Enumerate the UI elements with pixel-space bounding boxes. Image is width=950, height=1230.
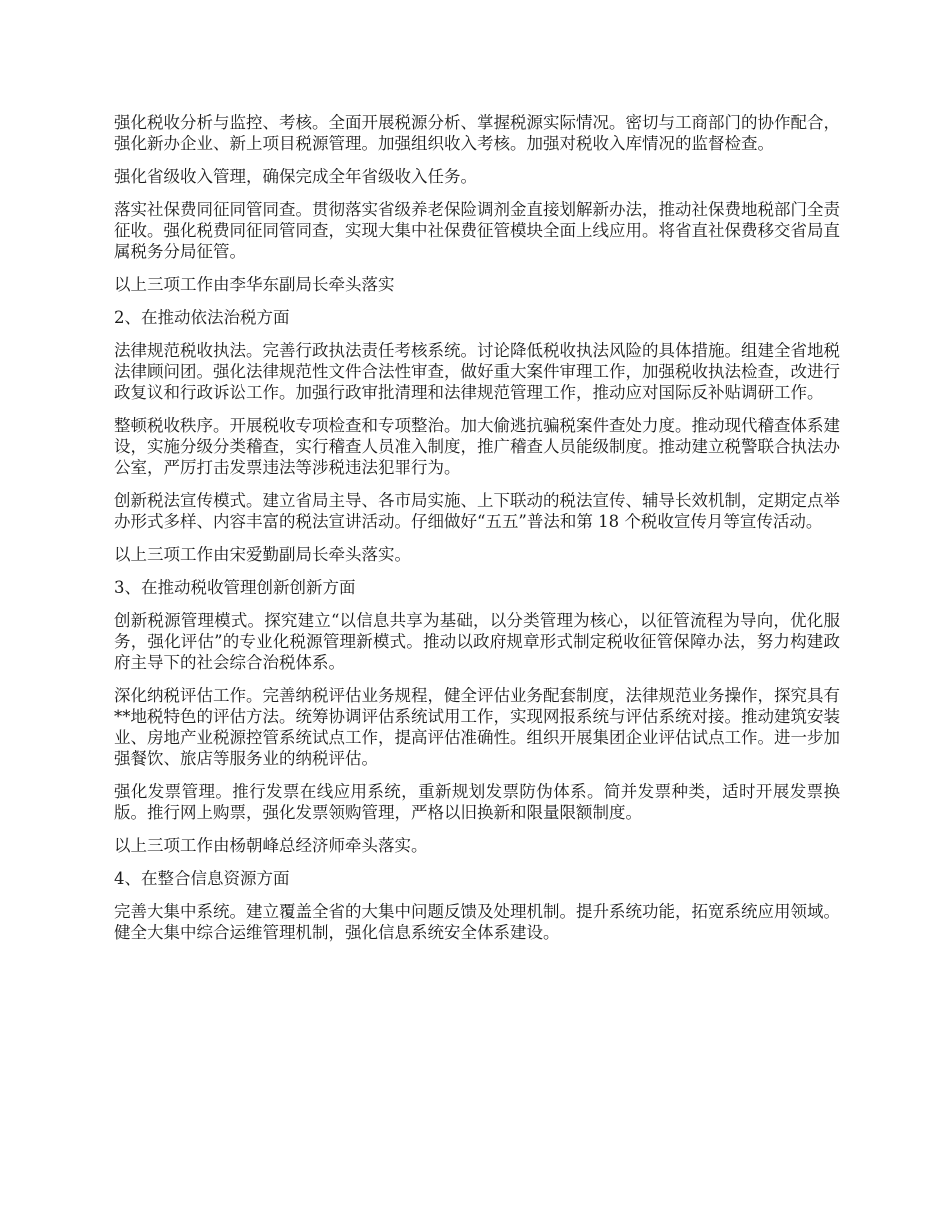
section-heading-rule-of-law: 2、在推动依法治税方面 [114, 308, 290, 327]
paragraph-law-enforcement: 法律规范税收执法。完善行政执法责任考核系统。讨论降低税收执法风险的具体措施。组建全省地税法律顾问团。强化法律规范性文件合法性审查，做好重大案件审理工作，加强税收执法检查，改进行政复议和行政诉讼工作。加强行政审批清理和法律规范管理工作，推动应对国际反补贴调研工作。 [114, 341, 840, 402]
section-heading-information-resources: 4、在整合信息资源方面 [114, 869, 290, 888]
paragraph-tax-assessment: 深化纳税评估工作。完善纳税评估业务规程，健全评估业务配套制度，法律规范业务操作，探究具有**地税特色的评估方法。统筹协调评估系统试用工作，实现网报系统与评估系统对接。推动建筑安装业、房地产业税源控管系统试点工作，提高评估准确性。组织开展集团企业评估试点工作。进一步加强餐饮、旅店等服务业的纳税评估。 [114, 686, 840, 768]
paragraph-invoice-management: 强化发票管理。推行发票在线应用系统，重新规划发票防伪体系。简并发票种类，适时开展发票换版。推行网上购票，强化发票领购管理，严格以旧换新和限量限额制度。 [114, 782, 840, 822]
paragraph-source-management: 创新税源管理模式。探究建立“以信息共享为基础，以分类管理为核心，以征管流程为导向，优化服务，强化评估”的专业化税源管理新模式。推动以政府规章形式制定税收征管保障办法，努力构建政府主导下的社会综合治税体系。 [114, 611, 840, 672]
section-heading-management-innovation: 3、在推动税收管理创新创新方面 [114, 578, 356, 597]
paragraph-tax-order: 整顿税收秩序。开展税收专项检查和专项整治。加大偷逃抗骗税案件查处力度。推动现代稽查体系建设，实施分级分类稽查，实行稽查人员准入制度，推广稽查人员能级制度。推动建立税警联合执法办公室，严厉打击发票违法等涉税违法犯罪行为。 [114, 416, 840, 477]
paragraph-responsible-song: 以上三项工作由宋爱勤副局长牵头落实。 [114, 545, 411, 564]
paragraph-responsible-li: 以上三项工作由李华东副局长牵头落实 [114, 275, 395, 294]
paragraph-tax-analysis: 强化税收分析与监控、考核。全面开展税源分析、掌握税源实际情况。密切与工商部门的协作配合，强化新办企业、新上项目税源管理。加强组织收入考核。加强对税收入库情况的监督检查。 [114, 113, 840, 153]
paragraph-provincial-revenue: 强化省级收入管理，确保完成全年省级收入任务。 [114, 167, 477, 186]
paragraph-social-security: 落实社保费同征同管同查。贯彻落实省级养老保险调剂金直接划解新办法，推动社保费地税部门全责征收。强化税费同征同管同查，实现大集中社保费征管模块全面上线应用。将省直社保费移交省局直属税务分局征管。 [114, 200, 840, 261]
paragraph-centralized-system: 完善大集中系统。建立覆盖全省的大集中问题反馈及处理机制。提升系统功能，拓宽系统应用领域。健全大集中综合运维管理机制，强化信息系统安全体系建设。 [114, 902, 840, 942]
document-body [114, 112, 840, 955]
paragraph-responsible-yang: 以上三项工作由杨朝峰总经济师牵头落实。 [114, 836, 428, 855]
paragraph-tax-publicity: 创新税法宣传模式。建立省局主导、各市局实施、上下联动的税法宣传、辅导长效机制，定期定点举办形式多样、内容丰富的税法宣讲活动。仔细做好“五五”普法和第 18 个税收宣传月等宣传活动。 [114, 491, 840, 531]
